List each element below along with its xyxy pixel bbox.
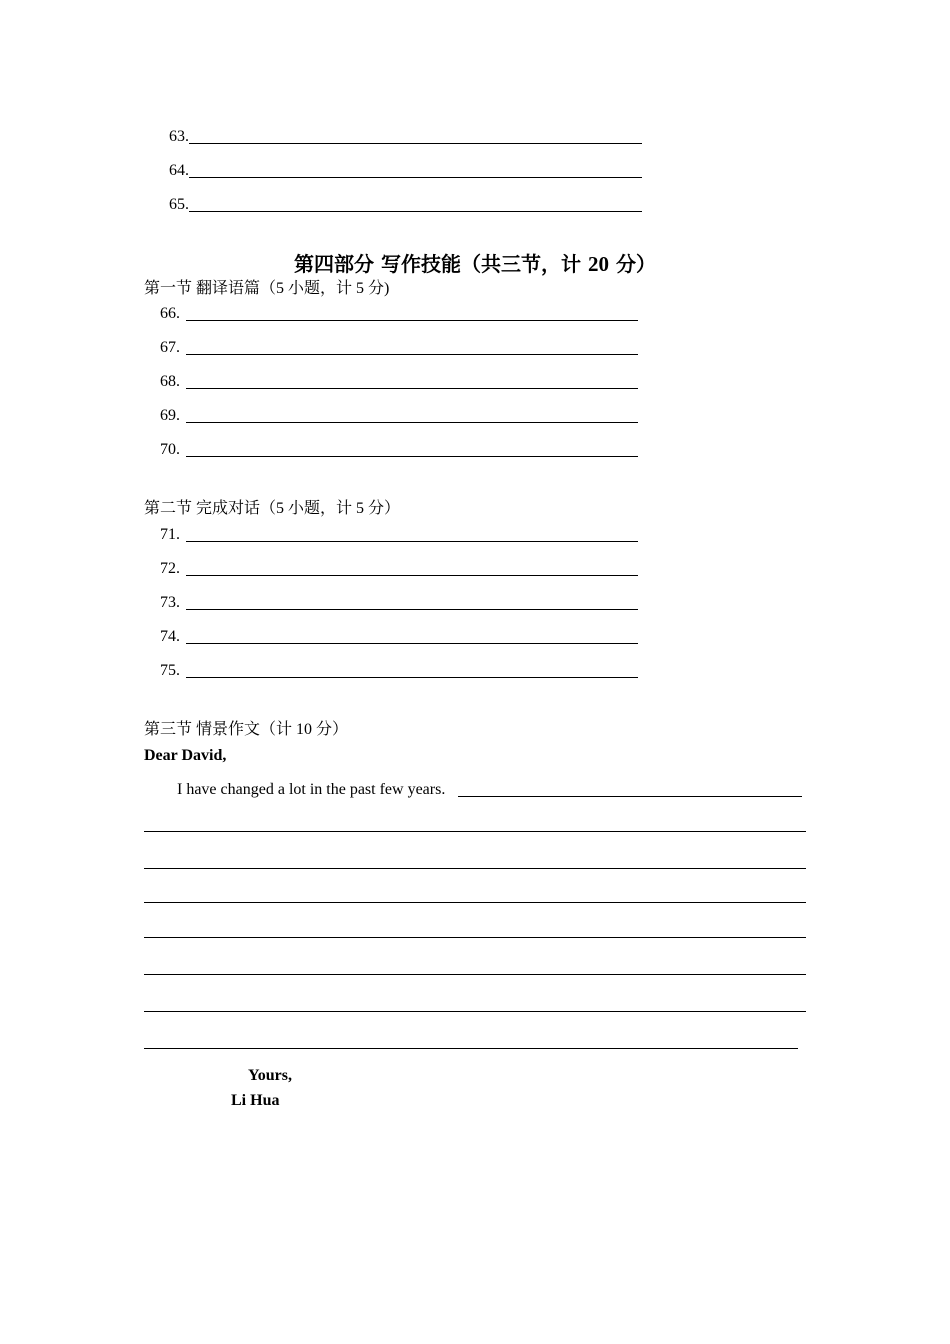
letter-closing: Yours, (248, 1067, 293, 1084)
writing-line-8[interactable] (144, 1048, 798, 1049)
answer-line-64[interactable] (189, 177, 642, 178)
answer-line-68[interactable] (186, 388, 638, 389)
answer-line-75[interactable] (186, 677, 638, 678)
answer-line-66[interactable] (186, 320, 638, 321)
section3-title: 第三节 情景作文（计 10 分） (144, 721, 349, 738)
answer-line-71[interactable] (186, 541, 638, 542)
writing-line-5[interactable] (144, 937, 806, 938)
letter-greeting: Dear David, (144, 747, 227, 764)
answer-line-67[interactable] (186, 354, 638, 355)
writing-line-1[interactable] (458, 796, 802, 797)
writing-line-7[interactable] (144, 1011, 806, 1012)
item-number: 67. (160, 339, 180, 356)
item-number: 71. (160, 526, 180, 543)
answer-line-65[interactable] (189, 211, 642, 212)
item-number: 74. (160, 628, 180, 645)
writing-line-3[interactable] (144, 868, 806, 869)
item-number: 69. (160, 407, 180, 424)
writing-line-6[interactable] (144, 974, 806, 975)
item-number: 72. (160, 560, 180, 577)
answer-line-74[interactable] (186, 643, 638, 644)
answer-line-70[interactable] (186, 456, 638, 457)
part4-title (0, 250, 950, 278)
letter-opening: I have changed a lot in the past few years. (177, 781, 446, 798)
writing-line-2[interactable] (144, 831, 806, 832)
item-number: 68. (160, 373, 180, 390)
section1-title: 第一节 翻译语篇（5 小题，计 5 分) (144, 280, 390, 297)
item-number: 65. (169, 196, 189, 213)
letter-signature: Li Hua (231, 1092, 280, 1109)
answer-line-72[interactable] (186, 575, 638, 576)
item-number: 73. (160, 594, 180, 611)
part4-title-number: 20 (587, 252, 609, 276)
answer-line-73[interactable] (186, 609, 638, 610)
item-number: 75. (160, 662, 180, 679)
item-number: 63. (169, 128, 189, 145)
part4-title-suffix: 分） (615, 252, 656, 276)
answer-line-63[interactable] (189, 143, 642, 144)
answer-line-69[interactable] (186, 422, 638, 423)
part4-title-prefix: 第四部分 写作技能（共三节，计 (294, 252, 582, 276)
section2-title: 第二节 完成对话（5 小题，计 5 分） (144, 500, 401, 517)
writing-line-4[interactable] (144, 902, 806, 903)
item-number: 70. (160, 441, 180, 458)
item-number: 66. (160, 305, 180, 322)
item-number: 64. (169, 162, 189, 179)
